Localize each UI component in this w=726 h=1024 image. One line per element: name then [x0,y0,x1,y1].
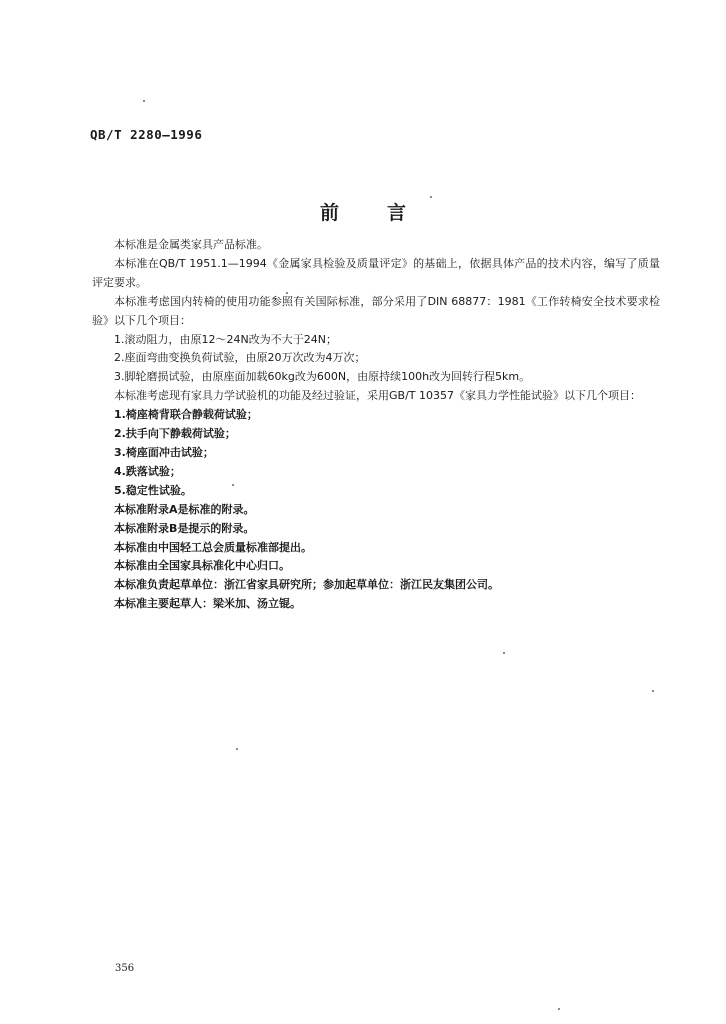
paragraph: 本标准主要起草人：梁米加、汤立锟。 [114,597,301,611]
scan-speck [236,748,238,750]
title-char-2: 言 [387,202,407,224]
list-item: 3.脚轮磨损试验，由原座面加载60kg改为600N，由原持续100h改为回转行程5km。 [114,370,531,384]
scan-speck [652,690,654,692]
list-item: 2.扶手向下静载荷试验； [114,427,236,441]
paragraph: 本标准附录B是提示的附录。 [114,521,255,535]
list-item: 4.跌落试验； [114,464,181,478]
paragraph: 本标准由全国家具标准化中心归口。 [114,559,290,573]
list-item: 5.稳定性试验。 [114,483,192,497]
scan-speck [232,484,234,486]
paragraph: 本标准负责起草单位：浙江省家具研究所；参加起草单位：浙江民友集团公司。 [114,578,499,592]
title-char-1: 前 [319,202,339,224]
paragraph: 本标准由中国轻工总会质量标准部提出。 [114,540,312,554]
foreword-body [92,236,660,614]
scan-speck [430,196,432,198]
scan-speck [503,652,505,654]
page-number: 356 [115,963,135,974]
paragraph: 本标准附录A是标准的附录。 [114,502,255,516]
scan-speck [286,292,288,294]
list-item: 1.滚动阻力，由原12～24N改为不大于24N； [114,332,337,346]
list-item: 2.座面弯曲变换负荷试验，由原20万次改为4万次； [114,351,366,365]
standard-code: QB/T 2280—1996 [90,127,203,142]
scan-speck [143,100,145,102]
paragraph: 本标准考虑国内转椅的使用功能参照有关国际标准，部分采用了DIN 68877：1981《工作转椅安全技术要求检验》以下几个项目： [92,294,660,327]
paragraph: 本标准在QB/T 1951.1—1994《金属家具检验及质量评定》的基础上，依据具体产品的技术内容，编写了质量评定要求。 [92,256,660,289]
scan-speck [558,1008,560,1010]
page-title [0,198,726,225]
list-item: 3.椅座面冲击试验； [114,445,214,459]
paragraph: 本标准是金属类家具产品标准。 [114,238,268,251]
paragraph: 本标准考虑现有家具力学试验机的功能及经过验证，采用GB/T 10357《家具力学性能试验》以下几个项目： [114,389,641,403]
list-item: 1.椅座椅背联合静载荷试验； [114,408,258,422]
